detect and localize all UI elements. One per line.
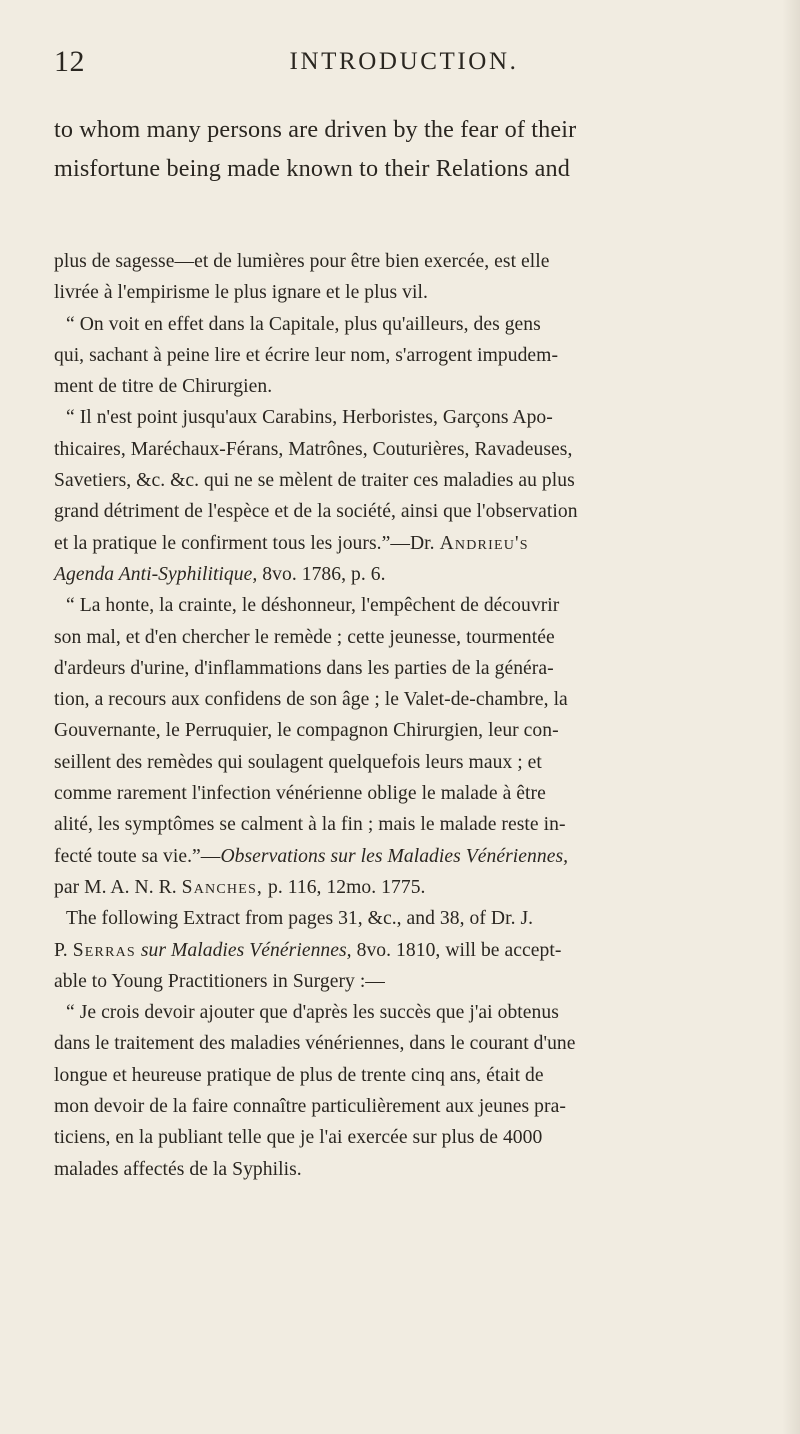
text-line: “ La honte, la crainte, le déshonneur, l'empêchent de découvrir xyxy=(66,595,560,617)
text-line: “ Il n'est point jusqu'aux Carabins, Herboristes, Garçons Apo- xyxy=(66,407,553,429)
text-line: “ On voit en effet dans la Capitale, plus qu'ailleurs, des gens xyxy=(66,313,541,335)
text-line: son mal, et d'en chercher le remède ; cette jeunesse, tourmentée xyxy=(54,626,555,648)
text-line xyxy=(54,841,766,872)
running-head: INTRODUCTION. xyxy=(289,48,519,75)
quoted-passage xyxy=(54,246,766,1185)
text-line: ticiens, en la publiant telle que je l'ai exercée sur plus de 4000 xyxy=(54,1127,543,1149)
intro-line: to whom many persons are driven by the fear of their xyxy=(54,116,577,143)
book-title: sur Maladies Vénériennes, xyxy=(140,939,352,961)
text-line: Savetiers, &c. &c. qui ne se mèlent de traiter ces maladies au plus xyxy=(54,470,575,492)
text-line: seillent des remèdes qui soulagent quelquefois leurs maux ; et xyxy=(54,751,542,773)
book-title: Observations sur les Maladies Vénériennes, xyxy=(220,845,569,867)
text-line: malades affectés de la Syphilis. xyxy=(54,1158,302,1180)
text-line: longue et heureuse pratique de plus de trente cinq ans, était de xyxy=(54,1064,544,1086)
author-name: Andrieu's xyxy=(439,532,529,554)
author-name: Sanches, xyxy=(181,876,264,898)
text-line: plus de sagesse—et de lumières pour être bien exercée, est elle xyxy=(54,251,550,272)
text-fragment: et la pratique le confirment tous les jours.”—Dr. xyxy=(54,532,435,554)
book-title: Agenda Anti-Syphilitique, xyxy=(54,563,258,585)
text-line: d'ardeurs d'urine, d'inflammations dans les parties de la généra- xyxy=(54,657,554,679)
text-line: qui, sachant à peine lire et écrire leur nom, s'arrogent impudem- xyxy=(54,344,559,366)
text-line: mon devoir de la faire connaître particulièrement aux jeunes pra- xyxy=(54,1096,566,1118)
citation-details: 8vo. 1810, will be accept- xyxy=(356,939,562,961)
author-name: Serras xyxy=(72,939,136,961)
text-line: The following Extract from pages 31, &c., and 38, of Dr. J. xyxy=(66,908,534,930)
text-line: comme rarement l'infection vénérienne oblige le malade à être xyxy=(54,783,546,805)
text-line: Gouvernante, le Perruquier, le compagnon Chirurgien, leur con- xyxy=(54,720,559,742)
text-line: livrée à l'empirisme le plus ignare et le plus vil. xyxy=(54,282,428,304)
text-line xyxy=(54,559,766,590)
text-fragment: par M. A. N. R. xyxy=(54,876,177,898)
text-line: able to Young Practitioners in Surgery :— xyxy=(54,970,385,992)
page-number: 12 xyxy=(54,45,85,78)
citation-details: p. 116, 12mo. 1775. xyxy=(267,876,426,898)
text-line: grand détriment de l'espèce et de la société, ainsi que l'observation xyxy=(54,501,578,523)
text-fragment: P. xyxy=(54,939,68,961)
text-fragment: fecté toute sa vie.”— xyxy=(54,845,221,867)
text-line: “ Je crois devoir ajouter que d'après les succès que j'ai obtenus xyxy=(66,1002,559,1024)
text-line xyxy=(54,872,766,903)
text-line: ment de titre de Chirurgien. xyxy=(54,376,273,398)
text-line: dans le traitement des maladies vénériennes, dans le courant d'une xyxy=(54,1033,576,1055)
text-line xyxy=(54,528,766,559)
text-line xyxy=(54,935,766,966)
citation-details: 8vo. 1786, p. 6. xyxy=(262,563,386,585)
page-header xyxy=(54,42,754,82)
text-line: thicaires, Maréchaux-Férans, Matrônes, Couturières, Ravadeuses, xyxy=(54,438,573,460)
intro-line: misfortune being made known to their Relations and xyxy=(54,155,571,182)
text-line: alité, les symptômes se calment à la fin ; mais le malade reste in- xyxy=(54,814,566,836)
page-edge-shadow xyxy=(782,0,800,1434)
intro-paragraph xyxy=(54,110,766,188)
text-line: tion, a recours aux confidens de son âge ; le Valet-de-chambre, la xyxy=(54,689,568,711)
